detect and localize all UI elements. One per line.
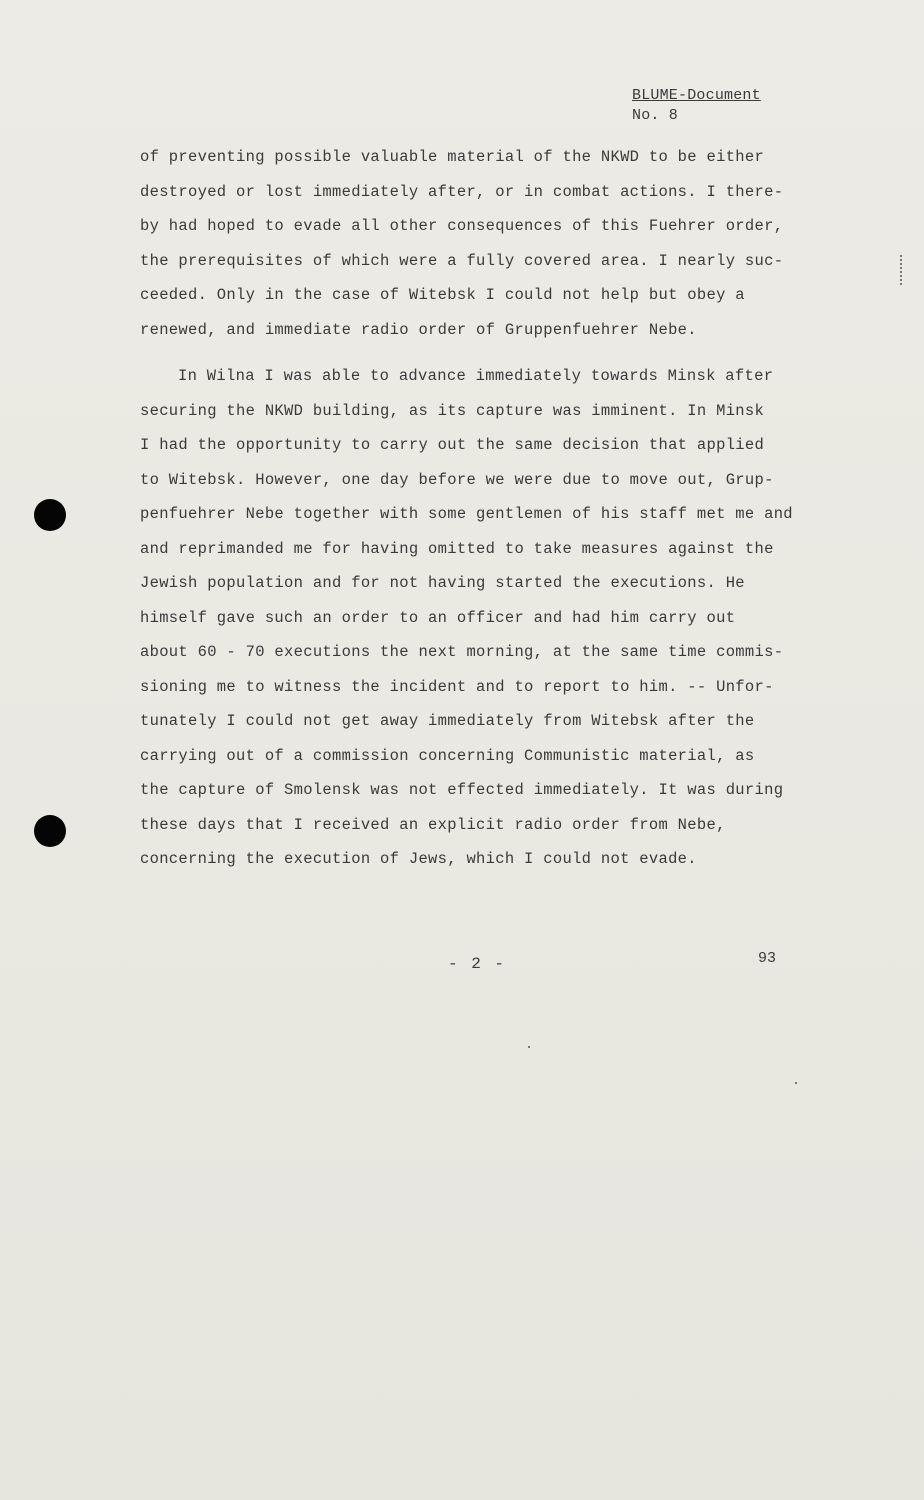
text-line: ceeded. Only in the case of Witebsk I could not help but obey a	[140, 286, 745, 304]
text-line: the capture of Smolensk was not effected immediately. It was during	[140, 781, 784, 799]
text-line: securing the NKWD building, as its capture was imminent. In Minsk	[140, 401, 765, 420]
speck	[528, 1046, 530, 1048]
text-line: these days that I received an explicit radio order from Nebe,	[140, 815, 726, 834]
text-line: In Wilna I was able to advance immediately towards Minsk after	[178, 367, 774, 385]
text-line: of preventing possible valuable material of the NKWD to be either	[140, 148, 765, 166]
text-line: destroyed or lost immediately after, or in combat actions. I there-	[140, 182, 784, 201]
text-line: penfuehrer Nebe together with some gentlemen of his staff met me and	[140, 505, 793, 523]
document-number: No. 8	[632, 107, 679, 124]
text-line: by had hoped to evade all other consequences of this Fuehrer order,	[140, 217, 784, 235]
paragraph-1	[140, 140, 800, 347]
text-line: and reprimanded me for having omitted to take measures against the	[140, 539, 774, 558]
text-line: the prerequisites of which were a fully covered area. I nearly suc-	[140, 251, 784, 270]
text-line: concerning the execution of Jews, which I could not evade.	[140, 850, 697, 868]
document-body	[140, 140, 800, 877]
text-line: to Witebsk. However, one day before we were due to move out, Grup-	[140, 470, 774, 489]
text-line: Jewish population and for not having started the executions. He	[140, 574, 745, 592]
document-title: BLUME-Document	[632, 87, 761, 104]
text-line: carrying out of a commission concerning Communistic material, as	[140, 746, 755, 765]
document-header	[632, 86, 761, 126]
paragraph-2	[140, 359, 800, 877]
text-line: himself gave such an order to an officer and had him carry out	[140, 608, 736, 627]
text-line: I had the opportunity to carry out the same decision that applied	[140, 436, 765, 454]
text-line: sioning me to witness the incident and to report to him. -- Unfor-	[140, 677, 774, 696]
text-line: renewed, and immediate radio order of Gruppenfuehrer Nebe.	[140, 320, 697, 339]
text-line: about 60 - 70 executions the next morning, at the same time commis-	[140, 643, 784, 661]
margin-mark	[900, 255, 904, 285]
punch-hole-top	[34, 499, 66, 531]
punch-hole-bottom	[34, 815, 66, 847]
document-page-number: 93	[758, 950, 777, 967]
speck	[795, 1082, 797, 1084]
page-marker: - 2 -	[448, 955, 507, 973]
text-line: tunately I could not get away immediately from Witebsk after the	[140, 712, 755, 730]
